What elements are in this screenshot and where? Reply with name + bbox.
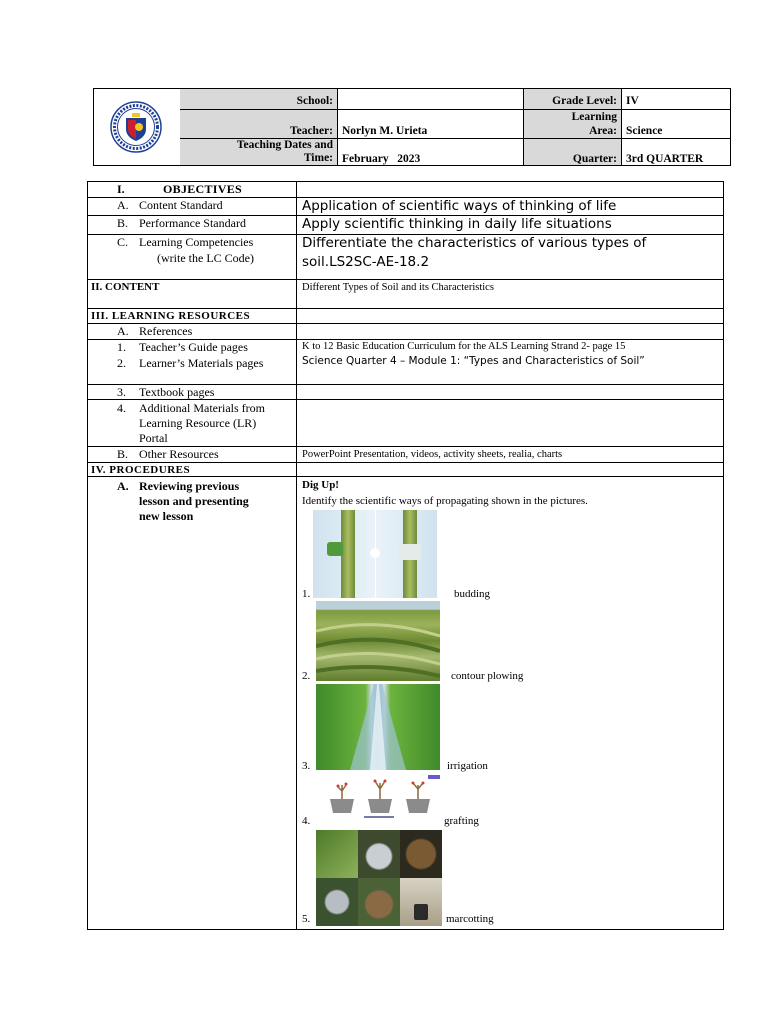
dates-label bbox=[180, 139, 338, 165]
item-1-answer: budding bbox=[454, 588, 491, 600]
tg-num: 1. bbox=[117, 340, 126, 354]
item-3-answer: irrigation bbox=[447, 760, 488, 772]
dates-label-line2: Time: bbox=[303, 152, 333, 164]
budding-image bbox=[313, 510, 437, 598]
content-standard-num: A. bbox=[117, 198, 129, 212]
item-5-answer: marcotting bbox=[446, 913, 494, 925]
competencies-value-line1: Differentiate the characteristics of various types of bbox=[302, 235, 647, 251]
content-title: II. CONTENT bbox=[91, 281, 160, 293]
content-standard-value: Application of scientific ways of thinking of life bbox=[302, 198, 617, 214]
activity-instruction: Identify the scientific ways of propagating shown in the pictures. bbox=[302, 495, 588, 507]
am-label-line2: Learning Resource (LR) bbox=[139, 416, 257, 430]
lm-value: Science Quarter 4 – Module 1: “Types and Characteristics of Soil” bbox=[302, 355, 645, 367]
header-table bbox=[93, 88, 731, 166]
teacher-label: Teacher: bbox=[180, 110, 338, 139]
dates-label-line1: Teaching Dates and bbox=[236, 139, 333, 151]
content-standard-label: Content Standard bbox=[139, 198, 223, 212]
item-4-num: 4. bbox=[302, 815, 311, 827]
item-3-num: 3. bbox=[302, 760, 311, 772]
item-1-num: 1. bbox=[302, 588, 311, 600]
competencies-num: C. bbox=[117, 235, 129, 249]
item-4-answer: grafting bbox=[444, 815, 479, 827]
activity-title: Dig Up! bbox=[302, 479, 339, 491]
references-num: A. bbox=[117, 324, 129, 338]
am-label-line1: Additional Materials from bbox=[139, 401, 265, 415]
tb-label: Textbook pages bbox=[139, 385, 215, 399]
grafting-image bbox=[316, 773, 442, 821]
content-value: Different Types of Soil and its Characteristics bbox=[302, 282, 494, 293]
procedure-a-label-line3: new lesson bbox=[139, 509, 194, 523]
learning-area-label-line1: Learning bbox=[571, 111, 617, 123]
procedure-a-label-line2: lesson and presenting bbox=[139, 494, 249, 508]
performance-standard-value: Apply scientific thinking in daily life situations bbox=[302, 216, 612, 232]
tg-value: K to 12 Basic Education Curriculum for the ALS Learning Strand 2- page 15 bbox=[302, 341, 626, 352]
procedure-a-label-line1: Reviewing previous bbox=[139, 479, 240, 493]
learning-area-label-line2: Area: bbox=[589, 125, 617, 137]
grade-value: IV bbox=[622, 89, 730, 110]
deped-seal-logo bbox=[110, 101, 162, 153]
references-label: References bbox=[139, 324, 193, 338]
tg-label: Teacher’s Guide pages bbox=[139, 340, 248, 354]
quarter-value: 3rd QUARTER bbox=[626, 153, 704, 165]
procedure-a-num: A. bbox=[117, 479, 129, 493]
am-num: 4. bbox=[117, 401, 126, 415]
lm-num: 2. bbox=[117, 356, 126, 370]
item-5-num: 5. bbox=[302, 913, 311, 925]
column-divider bbox=[296, 182, 297, 929]
marcotting-image bbox=[316, 830, 442, 926]
other-value: PowerPoint Presentation, videos, activity sheets, realia, charts bbox=[302, 449, 563, 460]
item-2-answer: contour plowing bbox=[451, 670, 524, 682]
logo-cell bbox=[94, 89, 181, 165]
quarter-label: Quarter: bbox=[524, 139, 622, 165]
am-label-line3: Portal bbox=[139, 431, 168, 445]
tb-num: 3. bbox=[117, 385, 126, 399]
school-label: School: bbox=[180, 89, 338, 110]
performance-standard-num: B. bbox=[117, 216, 129, 230]
procedures-title: IV. PROCEDURES bbox=[91, 464, 191, 476]
irrigation-image bbox=[316, 684, 440, 770]
competencies-label-line1: Learning Competencies bbox=[139, 235, 254, 249]
learning-area-value: Science bbox=[622, 110, 730, 139]
lm-label: Learner’s Materials pages bbox=[139, 356, 264, 370]
learning-area-label bbox=[524, 110, 622, 139]
grade-label: Grade Level: bbox=[524, 89, 622, 110]
objectives-num: I. bbox=[117, 182, 125, 196]
objectives-title: OBJECTIVES bbox=[163, 182, 243, 196]
other-label: Other Resources bbox=[139, 447, 219, 461]
competencies-value-line2: soil.LS2SC-AE-18.2 bbox=[302, 254, 430, 270]
school-value bbox=[338, 89, 524, 110]
contour-plowing-image bbox=[316, 601, 440, 681]
performance-standard-label: Performance Standard bbox=[139, 216, 246, 230]
resources-title: III. LEARNING RESOURCES bbox=[91, 310, 251, 322]
dates-value: February 2023 bbox=[338, 139, 524, 165]
teacher-value: Norlyn M. Urieta bbox=[338, 110, 524, 139]
lesson-plan-table bbox=[87, 181, 724, 930]
item-2-num: 2. bbox=[302, 670, 311, 682]
other-num: B. bbox=[117, 447, 129, 461]
competencies-label-line2: (write the LC Code) bbox=[157, 251, 254, 265]
